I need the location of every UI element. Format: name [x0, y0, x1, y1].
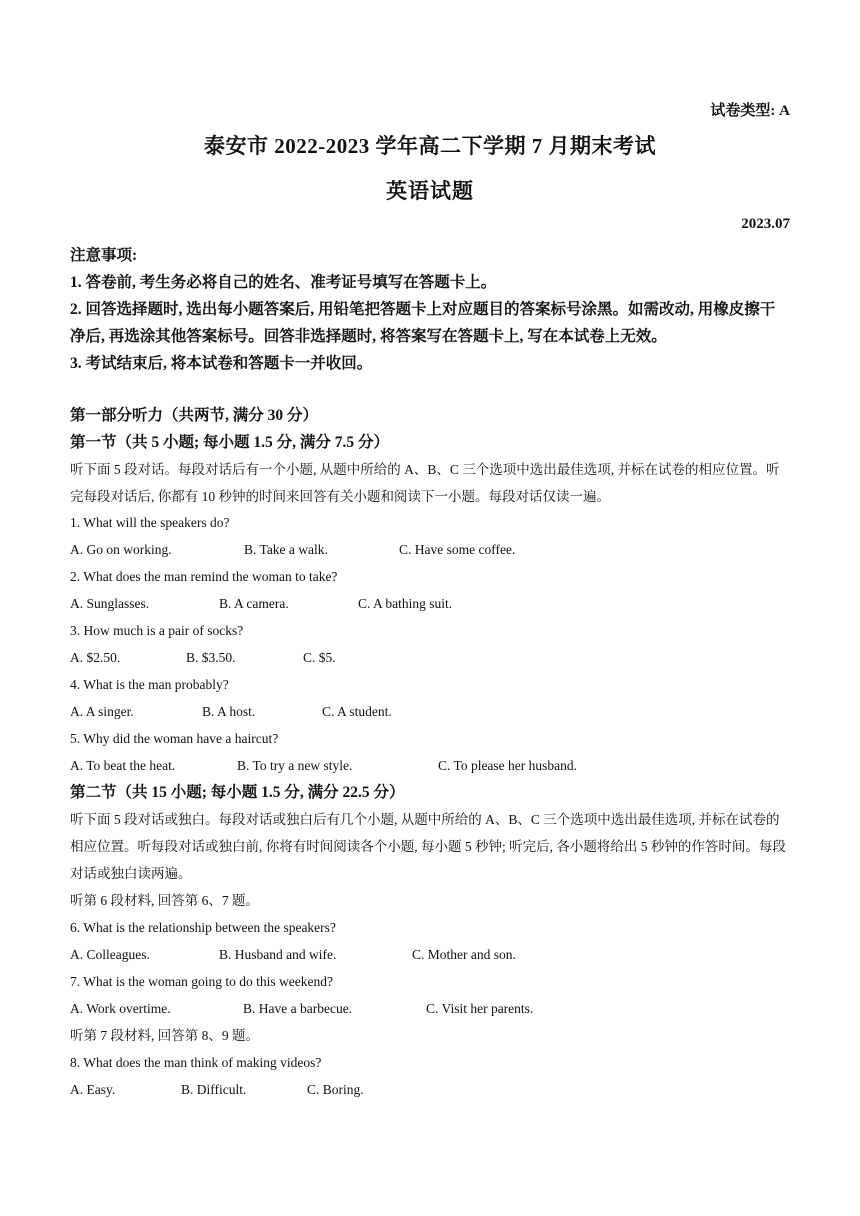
option-7a: A. Work overtime. — [70, 1001, 171, 1016]
option-5a: A. To beat the heat. — [70, 758, 176, 773]
question-2: 2. What does the man remind the woman to take? — [70, 569, 338, 584]
option-4b: B. A host. — [202, 704, 256, 719]
exam-title: 泰安市 2022-2023 学年高二下学期 7 月期末考试 — [204, 134, 656, 158]
options-6 — [70, 941, 790, 968]
section2-heading: 第二节（共 15 小题; 每小题 1.5 分, 满分 22.5 分） — [70, 784, 405, 801]
part1-header — [70, 402, 790, 510]
options-2 — [70, 590, 790, 617]
option-6a: A. Colleagues. — [70, 947, 150, 962]
notice-item-3: 3. 考试结束后, 将本试卷和答题卡一并收回。 — [70, 355, 373, 372]
options-8 — [70, 1076, 790, 1103]
question-7: 7. What is the woman going to do this weekend? — [70, 974, 333, 989]
question-1: 1. What will the speakers do? — [70, 515, 230, 530]
option-6c: C. Mother and son. — [412, 947, 516, 962]
option-8a: A. Easy. — [70, 1082, 116, 1097]
question-5: 5. Why did the woman have a haircut? — [70, 731, 279, 746]
option-2a: A. Sunglasses. — [70, 596, 150, 611]
section1-heading: 第一节（共 5 小题; 每小题 1.5 分, 满分 7.5 分） — [70, 434, 390, 451]
options-3 — [70, 644, 790, 671]
section1-instruction: 听下面 5 段对话。每段对话后有一个小题, 从题中所给的 A、B、C 三个选项中选出最佳选项, 并标在试卷的相应位置。听完每段对话后, 你都有 10 秒钟的时间来回答有关小题和阅读下一小题。每段对话仅读一遍。 — [70, 462, 780, 504]
option-1a: A. Go on working. — [70, 542, 172, 557]
option-2c: C. A bathing suit. — [358, 596, 453, 611]
option-4c: C. A student. — [322, 704, 392, 719]
option-7c: C. Visit her parents. — [426, 1001, 534, 1016]
option-6b: B. Husband and wife. — [219, 947, 337, 962]
question-3: 3. How much is a pair of socks? — [70, 623, 244, 638]
option-5b: B. To try a new style. — [237, 758, 353, 773]
options-5 — [70, 752, 790, 779]
option-2b: B. A camera. — [219, 596, 289, 611]
material-note-7: 听第 7 段材料, 回答第 8、9 题。 — [70, 1028, 259, 1043]
notice-item-2: 2. 回答选择题时, 选出每小题答案后, 用铅笔把答题卡上对应题目的答案标号涂黑。如需改动, 用橡皮擦干净后, 再选涂其他答案标号。回答非选择题时, 将答案写在答题卡上, 写在本试卷上无效。 — [70, 301, 776, 345]
notice-heading: 注意事项: — [70, 247, 138, 264]
options-1 — [70, 536, 790, 563]
option-3a: A. $2.50. — [70, 650, 121, 665]
question-8: 8. What does the man think of making videos? — [70, 1055, 322, 1070]
options-7 — [70, 995, 790, 1022]
exam-date: 2023.07 — [741, 216, 790, 232]
section2-instruction: 听下面 5 段对话或独白。每段对话或独白后有几个小题, 从题中所给的 A、B、C 三个选项中选出最佳选项, 并标在试卷的相应位置。听每段对话或独白前, 你将有时间阅读各个小题, 每小题 5 秒钟; 听完后, 各小题将给出 5 秒钟的作答时间。每段对话或独白读两遍。 — [70, 812, 786, 881]
option-5c: C. To please her husband. — [438, 758, 578, 773]
option-1b: B. Take a walk. — [244, 542, 328, 557]
question-6: 6. What is the relationship between the speakers? — [70, 920, 336, 935]
notice-item-1: 1. 答卷前, 考生务必将自己的姓名、准考证号填写在答题卡上。 — [70, 274, 497, 291]
option-8b: B. Difficult. — [181, 1082, 247, 1097]
question-4: 4. What is the man probably? — [70, 677, 229, 692]
notice-block — [70, 242, 790, 377]
option-4a: A. A singer. — [70, 704, 134, 719]
exam-type-label: 试卷类型: A — [710, 103, 790, 119]
option-8c: C. Boring. — [307, 1082, 364, 1097]
part1-heading: 第一部分听力（共两节, 满分 30 分） — [70, 407, 319, 424]
option-3b: B. $3.50. — [186, 650, 236, 665]
option-3c: C. $5. — [303, 650, 336, 665]
options-4 — [70, 698, 790, 725]
material-note-6: 听第 6 段材料, 回答第 6、7 题。 — [70, 893, 259, 908]
questions-block — [70, 509, 790, 1103]
exam-page — [70, 0, 790, 1216]
option-7b: B. Have a barbecue. — [243, 1001, 353, 1016]
option-1c: C. Have some coffee. — [399, 542, 516, 557]
exam-subtitle: 英语试题 — [386, 179, 474, 203]
